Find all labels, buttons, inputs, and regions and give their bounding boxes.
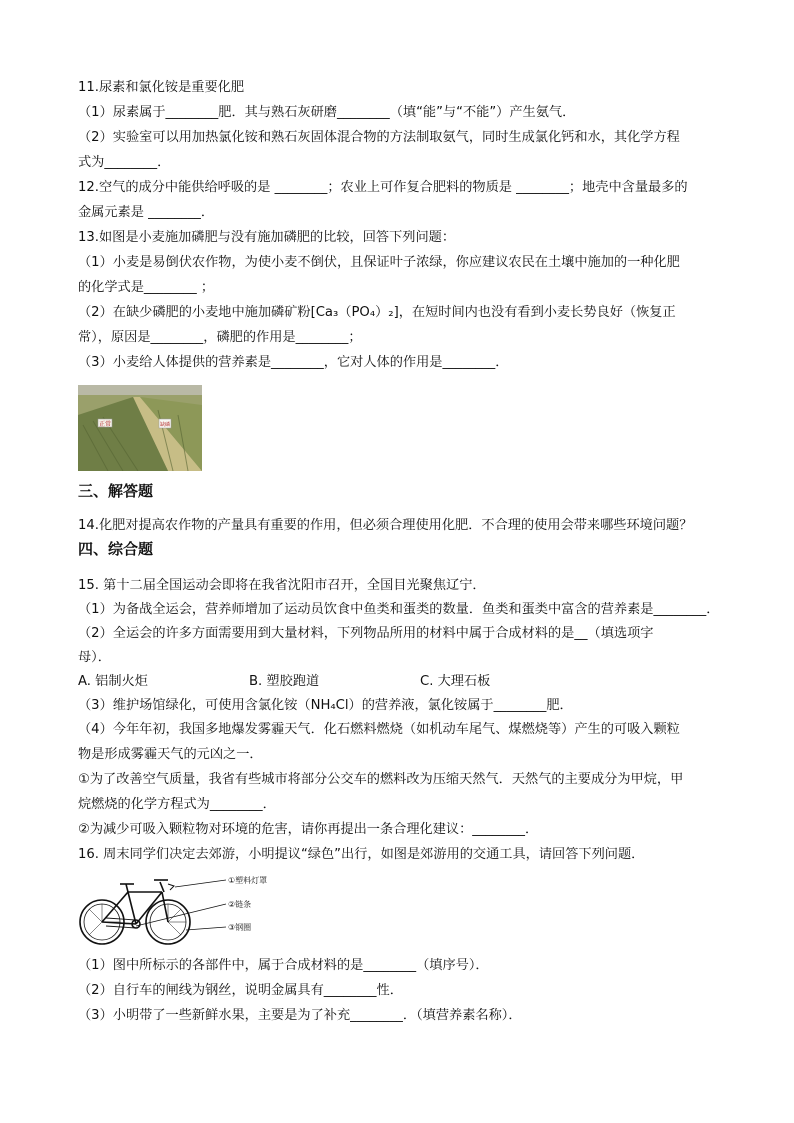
q15-sub1-line1: ①为了改善空气质量，我省有些城市将部分公交车的燃料改为压缩天然气．天然气的主要成分为甲烷，甲 [78, 772, 684, 787]
q15-part3: （3）维护场馆绿化，可使用含氯化铵（NH₄Cl）的营养液，氯化铵属于________肥． [78, 698, 573, 713]
q16-part3: （3）小明带了一些新鲜水果，主要是为了补充________．（填营养素名称）． [78, 1008, 522, 1023]
bicycle-label-3: ③钢圈 [228, 923, 252, 932]
section-3-heading: 三、解答题 [78, 482, 154, 500]
q16-part1: （1）图中所标示的各部件中，属于合成材料的是________（填序号）． [78, 958, 489, 973]
q11-part2-line1: （2）实验室可以用加热氯化铵和熟石灰固体混合物的方法制取氨气，同时生成氯化钙和水，其化学方程 [78, 130, 680, 145]
q15-option-b: B. 塑胶跑道 [249, 674, 320, 689]
q14-text: 14.化肥对提高农作物的产量具有重要的作用，但必须合理使用化肥．不合理的使用会带来哪些环境问题？ [78, 518, 693, 533]
q11-part2-line2: 式为________． [78, 155, 171, 170]
q15-part4-line1: （4）今年年初，我国多地爆发雾霾天气．化石燃料燃烧（如机动车尾气、煤燃烧等）产生的可吸入颗粒 [78, 722, 680, 737]
q12-line1: 12.空气的成分中能供给呼吸的是 ________；农业上可作复合肥料的物质是 ________；地壳中含量最多的 [78, 180, 688, 195]
bicycle-diagram [76, 870, 272, 950]
q13-part2-line2: 常），原因是________，磷肥的作用是________； [78, 330, 362, 345]
q15-part2-line1: （2）全运会的许多方面需要用到大量材料，下列物品所用的材料中属于合成材料的是__（填选项字 [78, 626, 654, 641]
q15-option-a: A. 铝制火炬 [78, 674, 148, 689]
q16-title: 16. 周末同学们决定去郊游，小明提议“绿色”出行，如图是郊游用的交通工具，请回答下列问题． [78, 847, 645, 862]
q16-part2: （2）自行车的闸线为钢丝，说明金属具有________性． [78, 983, 403, 998]
q13-part1-line1: （1）小麦是易倒伏农作物，为使小麦不倒伏，且保证叶子浓绿，你应建议农民在土壤中施加的一种化肥 [78, 255, 680, 270]
q15-option-c: C. 大理石板 [420, 674, 491, 689]
q11-title: 11.尿素和氯化铵是重要化肥 [78, 80, 245, 95]
q15-part4-line2: 物是形成雾霾天气的元凶之一． [78, 747, 263, 762]
q13-part2-line1: （2）在缺少磷肥的小麦地中施加磷矿粉[Ca₃（PO₄）₂]，在短时间内也没有看到小麦长势良好（恢复正 [78, 305, 676, 320]
q15-title: 15. 第十二届全国运动会即将在我省沈阳市召开，全国目光聚焦辽宁． [78, 578, 486, 593]
q12-line2: 金属元素是 ________． [78, 205, 215, 220]
sign-right-text: 缺磷 [160, 422, 171, 428]
bicycle-label-1: ①塑料灯罩 [228, 876, 268, 885]
q13-part1-line2: 的化学式是________ ； [78, 280, 215, 295]
q13-part3: （3）小麦给人体提供的营养素是________，它对人体的作用是________． [78, 355, 509, 370]
section-4-heading: 四、综合题 [78, 540, 154, 558]
q15-sub1-line2: 烷燃烧的化学方程式为________． [78, 797, 276, 812]
sign-left-text: 正常 [99, 421, 112, 428]
q15-part1: （1）为备战全运会，营养师增加了运动员饮食中鱼类和蛋类的数量．鱼类和蛋类中富含的营养素是________． [78, 602, 720, 617]
q11-part1: （1）尿素属于________肥．其与熟石灰研磨________（填“能”与“不能”）产生氨气． [78, 105, 576, 120]
bicycle-label-2: ②链条 [228, 900, 252, 909]
q13-title: 13.如图是小麦施加磷肥与没有施加磷肥的比较，回答下列问题： [78, 230, 456, 245]
wheat-field-photo [78, 385, 202, 471]
q15-part2-line2: 母）． [78, 650, 111, 665]
q15-sub2: ②为减少可吸入颗粒物对环境的危害，请你再提出一条合理化建议：________． [78, 822, 539, 837]
